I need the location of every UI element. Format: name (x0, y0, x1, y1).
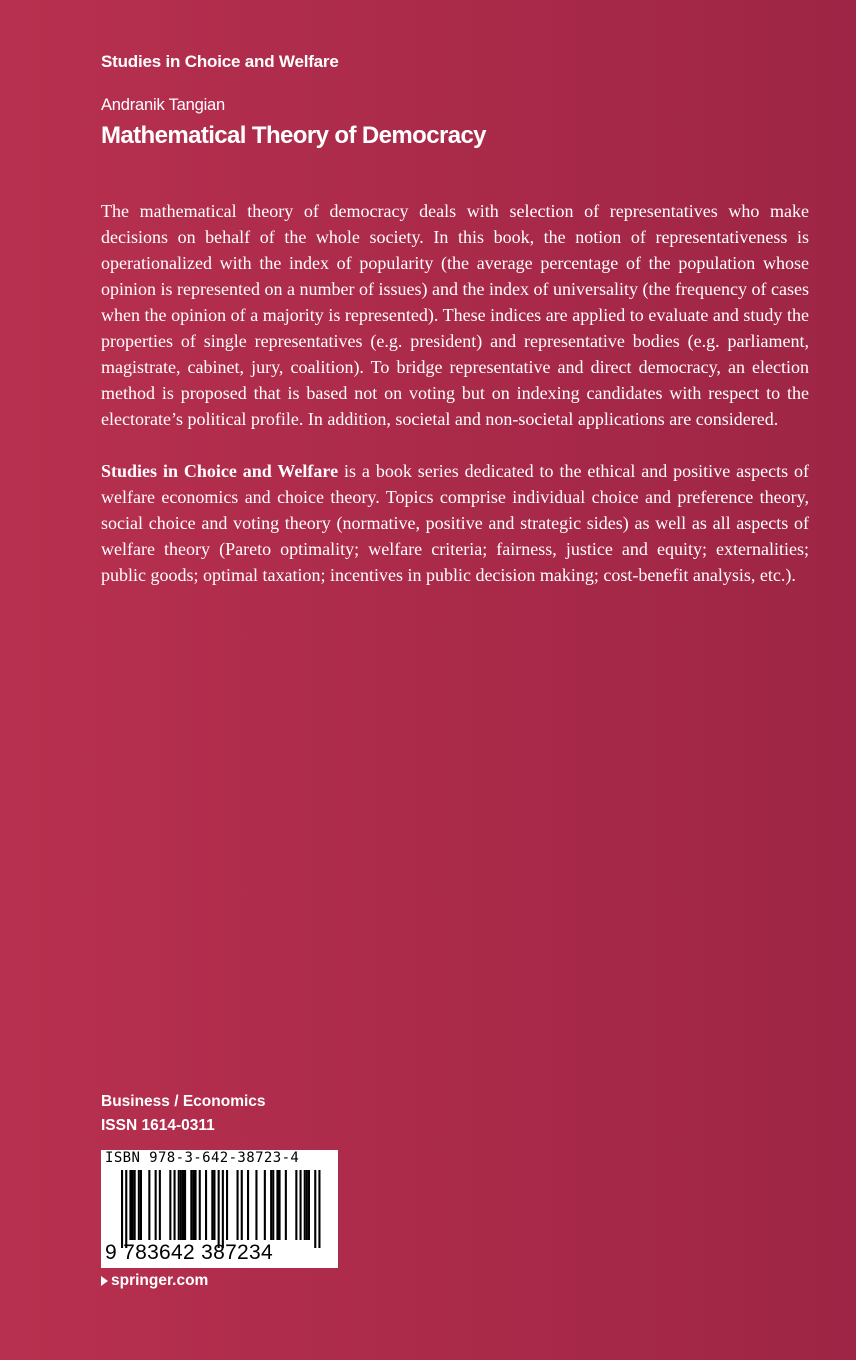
book-title: Mathematical Theory of Democracy (101, 122, 486, 149)
barcode-bar (306, 1170, 308, 1240)
barcode-bar (295, 1170, 297, 1240)
barcode-bar (184, 1170, 186, 1240)
barcode-bar (192, 1170, 194, 1240)
barcode-bar (237, 1170, 239, 1240)
barcode-digits: 9 783642 387234 (105, 1241, 273, 1264)
website-label: springer.com (111, 1272, 209, 1289)
barcode-bar (134, 1170, 136, 1240)
barcode-bar (308, 1170, 310, 1240)
barcode-bar (285, 1170, 287, 1240)
barcode-bar (169, 1170, 171, 1240)
barcode-bar (272, 1170, 274, 1240)
barcode-bar (314, 1170, 316, 1248)
subject-category: Business / Economics (101, 1093, 266, 1110)
barcode-bar (195, 1170, 197, 1240)
barcode-bar (213, 1170, 215, 1240)
series-title: Studies in Choice and Welfare (101, 52, 339, 71)
barcode-bar (247, 1170, 249, 1240)
barcode-isbn-text: ISBN 978-3-642-38723-4 (105, 1150, 300, 1166)
barcode-bar (300, 1170, 302, 1240)
barcode-bar (205, 1170, 207, 1240)
barcode-bar (211, 1170, 213, 1240)
website-link[interactable] (101, 1272, 208, 1290)
arrow-right-icon (101, 1276, 108, 1286)
barcode-bar (182, 1170, 184, 1240)
series-description-lead: Studies in Choice and Welfare (101, 461, 339, 481)
barcode-bar (218, 1170, 220, 1248)
series-description-text: is a book series dedicated to the ethical and positive aspects of welfare economics and choice theory. Topics comprise individual choice and preference theory, social choice and voting theory (normative, positive and strategic sides) as well as all aspects of welfare theory (Pareto optimality; welfare criteria; fairness, justice and equity; externalities; public goods; optimal taxation; incentives in public decision making; cost-benefit analysis, etc.). (101, 461, 809, 585)
barcode-bar (140, 1170, 142, 1240)
barcode-bar (174, 1170, 176, 1240)
book-description: The mathematical theory of democracy deals with selection of representatives who make decisions on behalf of the whole society. In this book, the notion of representativeness is operationalized with the index of popularity (the average percentage of the population whose opinion is represented on a number of issues) and the index of universality (the frequency of cases when the opinion of a majority is represented). These indices are applied to evaluate and study the properties of single representatives (e.g. president) and representative bodies (e.g. parliament, magistrate, cabinet, jury, coalition). To bridge representative and direct democracy, an election method is proposed that is based not on voting but on indexing candidates with respect to the electorate’s political profile. In addition, societal and non-societal applications are considered. (101, 201, 809, 429)
barcode-bar (226, 1170, 228, 1240)
barcode-bar (148, 1170, 150, 1240)
barcode-bar (155, 1170, 157, 1240)
barcode-bar (270, 1170, 272, 1240)
series-description (101, 458, 809, 588)
barcode-bar (178, 1170, 180, 1240)
barcode-bar (255, 1170, 257, 1240)
barcode-bar (222, 1170, 224, 1248)
barcode-bar (264, 1170, 266, 1240)
barcode-bar (121, 1170, 123, 1248)
barcode-bar (129, 1170, 131, 1240)
barcode-bar (190, 1170, 192, 1240)
barcode-bar (241, 1170, 243, 1240)
barcode-bar (279, 1170, 281, 1240)
barcode-bar (132, 1170, 134, 1240)
barcode-bar (276, 1170, 278, 1240)
barcode-bar (304, 1170, 306, 1240)
isbn-barcode (101, 1150, 338, 1268)
barcode-bar (199, 1170, 201, 1240)
barcode-bar (125, 1170, 127, 1248)
issn-number: ISSN 1614-0311 (101, 1117, 215, 1134)
author-name: Andranik Tangian (101, 96, 226, 114)
barcode-bar (138, 1170, 140, 1240)
barcode-bar (180, 1170, 182, 1240)
barcode-bar (159, 1170, 161, 1240)
barcode-bar (318, 1170, 320, 1248)
